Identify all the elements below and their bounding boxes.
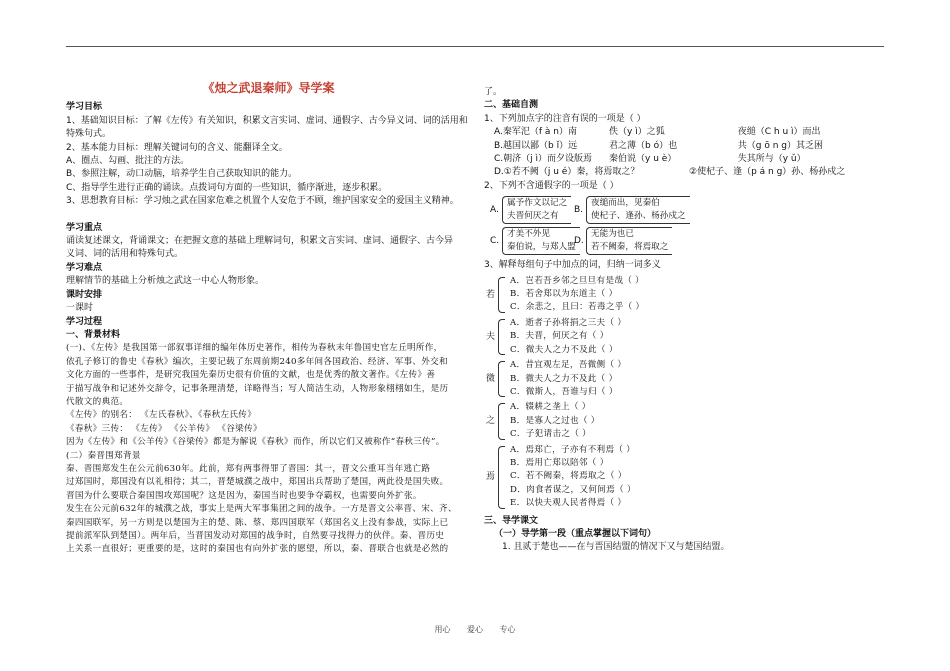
left-column (66, 82, 471, 557)
brace-icon (498, 319, 505, 355)
group-character: 焉 (486, 472, 496, 483)
group-items (484, 444, 884, 511)
right-column (484, 82, 884, 555)
option-bracket (502, 227, 580, 255)
text-line: 诵读复述课文，背诵课文；在把握文意的基础上理解词句，积累文言实词、虚词、通假字、古今异 (66, 236, 454, 247)
question-2-option (490, 196, 574, 224)
section-heading: 一、背景材料 (66, 329, 121, 340)
left-body (66, 101, 471, 556)
option-letter: A. (490, 204, 499, 215)
group-item: C．余悲之，且曰：若毒之乎（ ） (510, 302, 645, 313)
option-bracket (502, 196, 571, 224)
section-heading: 课时安排 (66, 289, 103, 300)
question-2-options (484, 196, 884, 255)
text-line: B、参照注解，动口动脑，培养学生自己获取知识的能力。 (66, 169, 298, 180)
option-line: 秦伯说，与郑人盟 (507, 242, 576, 253)
option-bracket (586, 227, 672, 255)
text-line: 理解情节的基础上分析烛之武这一中心人物形象。 (66, 276, 265, 287)
group-items (484, 317, 884, 357)
text-line: 发生在公元前632年的城濮之战，事实上是两大军事集团之间的战争。一方是晋文公率晋、宋、齐、 (66, 504, 457, 515)
option-line: 若不阙秦，将焉取之 (591, 242, 669, 253)
text-line: 《春秋》三传： 《左传》 《公羊传》 《谷梁传》 (66, 423, 262, 434)
question-1-option-row (484, 126, 884, 139)
question-1-option-row (484, 166, 884, 179)
group-items (484, 275, 884, 315)
text-line: 依孔子修订的鲁史《春秋》编次，主要记载了东周前期240多年间各国政治、经济、军事、外交和 (66, 356, 448, 367)
question-2-option (490, 227, 574, 255)
group-item: A．昔宜观左足，吾微侧（ ） (510, 360, 627, 371)
section-heading: 学习难点 (66, 262, 103, 273)
option-line: 夜缒而出，见秦伯 (591, 198, 660, 209)
group-item: C．微夫人之力不及此（ ） (510, 344, 618, 355)
option-bracket (586, 196, 690, 224)
group-item: C．子犯请击之（ ） (510, 429, 592, 440)
option-text: B.越国以鄙（b ǐ）远 (494, 140, 578, 151)
text-line: 过郑国时，郑国没有以礼相待；其二，晋楚城濮之战中，郑国出兵帮助了楚国，两此役是国失败。 (66, 477, 449, 488)
group-character: 若 (486, 289, 496, 300)
spacer (66, 209, 471, 222)
option-line: 属予作文以记之 (507, 198, 568, 209)
polysemy-group (484, 317, 884, 357)
question-2: 2、下列不含通假字的一项是（ ） (484, 180, 619, 191)
option-text: A.秦军汜（f à n）南 (494, 127, 577, 138)
text-line: 晋国为什么要联合秦国围攻郑国呢？这是因为，秦国当时也要争夺霸权，也需要向外扩张。 (66, 490, 422, 501)
section-heading: 学习目标 (66, 102, 103, 113)
option-line: 无能为也已 (591, 229, 634, 240)
question-1-option-row (484, 153, 884, 166)
option-text: 秦伯说（y u è） (609, 154, 677, 165)
option-text: C.朝济（j ì）而夕设版焉 (494, 154, 593, 165)
group-item: C．若不阙秦，将焉取之（ ） (510, 471, 627, 482)
text-line: 3、思想教育目标：学习烛之武在国家危难之机置个人安危于不顾，维护国家安全的爱国主义精神。 (66, 196, 459, 207)
text-line: 2、基本能力目标：理解关键词句的含义、能翻译全文。 (66, 142, 288, 153)
group-item: B．焉用亡郑以陪邻（ ） (510, 457, 609, 468)
text-line: 提前派军队到楚国）。两年后，当晋国发动对郑国的战争时，自然要寻找得力的伙伴。秦、晋历史 (66, 531, 445, 541)
question-3-groups (484, 275, 884, 511)
text-line: 文化方面的一些事件，是研究我国先秦历史很有价值的文献，也是优秀的散文著作。《左传》善 (66, 370, 436, 381)
polysemy-group (484, 444, 884, 511)
section-heading: 学习过程 (66, 316, 103, 327)
option-text: 失其所与（y ǔ） (737, 154, 806, 165)
group-item: D．肉食者谋之，又何间焉（ ） (510, 484, 636, 495)
text-line: 于描写战争和记述外交辞令，记事条理清楚，详略得当；写人简洁生动，人物形象栩栩如生，是历 (66, 383, 449, 394)
page-title: 《烛之武退秦师》导学案 (202, 81, 335, 95)
group-item: A．逝者子孙将捐之三夫（ ） (510, 317, 627, 328)
question-2-option (574, 196, 686, 224)
text-line: 代散文的典范。 (66, 396, 129, 407)
group-items (484, 401, 884, 441)
text-line: 1、基础知识目标：了解《左传》有关知识，积累文言实词、虚词、通假字、古今异义词、词的活用和 (66, 115, 468, 126)
polysemy-group (484, 401, 884, 441)
option-letter: B. (574, 204, 584, 215)
text-line: A、圈点、勾画、批注的方法。 (66, 156, 190, 167)
option-text: ②使杞子、逢（p á n g）孙、杨孙戍之 (689, 167, 846, 178)
text-line: 特殊句式。 (66, 129, 112, 140)
text-line: (二）秦晋围郑背景 (66, 450, 141, 461)
option-text: 君之薄（b ó）也 (609, 140, 678, 151)
text-line: 义词、词的活用和特殊句式。 (66, 249, 184, 260)
question-2-option-row (484, 196, 884, 224)
section-heading: 学习重点 (66, 222, 103, 233)
question-3: 3、解释每组句子中加点的词，归纳一词多义 (484, 260, 661, 271)
section-basic-test-heading: 二、基础自测 (484, 100, 539, 111)
text-line: 因为《左传》和《公羊传》《谷梁传》都是为解说《春秋》而作，所以它们又被称作“春秋三传”。 (66, 437, 445, 448)
question-2-option-row (484, 227, 884, 255)
group-items (484, 359, 884, 399)
text-line: 一课时 (66, 303, 94, 314)
option-text: 共（g ō n g）其乏困 (737, 140, 823, 151)
page-footer: 用心 爱心 专心 (434, 625, 516, 634)
group-character: 夫 (486, 331, 496, 342)
question-1: 1、下列加点字的注音有误的一项是（ ） (484, 113, 646, 124)
group-character: 之 (486, 416, 496, 427)
text-line: C、指导学生进行正确的诵读。点拨词句方面的一些知识，循序渐进，逐步积累。 (66, 182, 388, 193)
group-item: B．是寡人之过也（ ） (510, 415, 600, 426)
polysemy-group (484, 275, 884, 315)
option-line: 夫晋何厌之有 (507, 211, 559, 222)
guided-paragraph-1-heading: （一）导学第一段（重点掌握以下词句） (494, 528, 657, 539)
text-line: 《左传》的别名： 《左氏春秋》、《春秋左氏传》 (66, 410, 257, 421)
group-item: A．焉郑亡，子亦有不利焉（ ） (510, 444, 636, 455)
option-line: 才美不外见 (507, 229, 550, 240)
group-item: B．若舍郑以为东道主（ ） (510, 289, 618, 300)
group-item: C．微斯人，吾谁与归（ ） (510, 386, 618, 397)
option-letter: C. (490, 235, 500, 246)
option-text: 夜缒（C h u ì）而出 (737, 127, 821, 138)
polysemy-group (484, 359, 884, 399)
question-1-options (484, 126, 884, 180)
question-2-option (574, 227, 669, 255)
group-item: A．辍耕之垄上（ ） (510, 402, 591, 413)
option-letter: D. (574, 235, 584, 246)
section-guided-text-heading: 三、导学课文 (484, 515, 539, 526)
group-item: E．以快夫观人民者得焉（ ） (510, 498, 627, 509)
option-text: 佚（y ì）之狐 (609, 127, 665, 138)
brace-icon (498, 403, 505, 439)
brace-icon (498, 446, 505, 509)
option-text: D.①若不阙（j u é）秦，将焉取之？ (494, 167, 640, 178)
group-item: B．夫晋，何厌之有（ ） (510, 331, 609, 342)
brace-icon (498, 361, 505, 397)
text-line: 秦、晋围郑发生在公元前630年。此前，郑有两事得罪了晋国：其一，晋文公重耳当年逃亡路 (66, 463, 431, 474)
question-1-option-row (484, 140, 884, 153)
text-line: 上关系一直很好；更重要的是，这时的秦国也有向外扩张的愿望，所以，秦、晋联合也就是必然的 (66, 544, 449, 555)
continuation-text: 了。 (484, 87, 503, 97)
group-character: 微 (486, 374, 496, 385)
header-rule (66, 46, 884, 47)
option-line: 使杞子、逢孙、杨孙戍之 (591, 211, 686, 222)
brace-icon (498, 277, 505, 313)
group-item: A．岂若吾乡邻之旦旦有是哉（ ） (510, 275, 645, 286)
guided-item-1: 1. 且贰于楚也——在与晋国结盟的情况下又与楚国结盟。 (502, 542, 730, 553)
text-line: 秦四国联军，另一方则是以楚国为主的楚、陈、蔡、郑四国联军（郑国名义上没有参战，实际上已 (66, 517, 449, 528)
text-line: (一)、《左传》是我国第一部叙事详细的编年体历史著作，相传为春秋末年鲁国史官左丘明所作， (66, 343, 443, 354)
group-item: B．微夫人之力不及此（ ） (510, 373, 618, 384)
